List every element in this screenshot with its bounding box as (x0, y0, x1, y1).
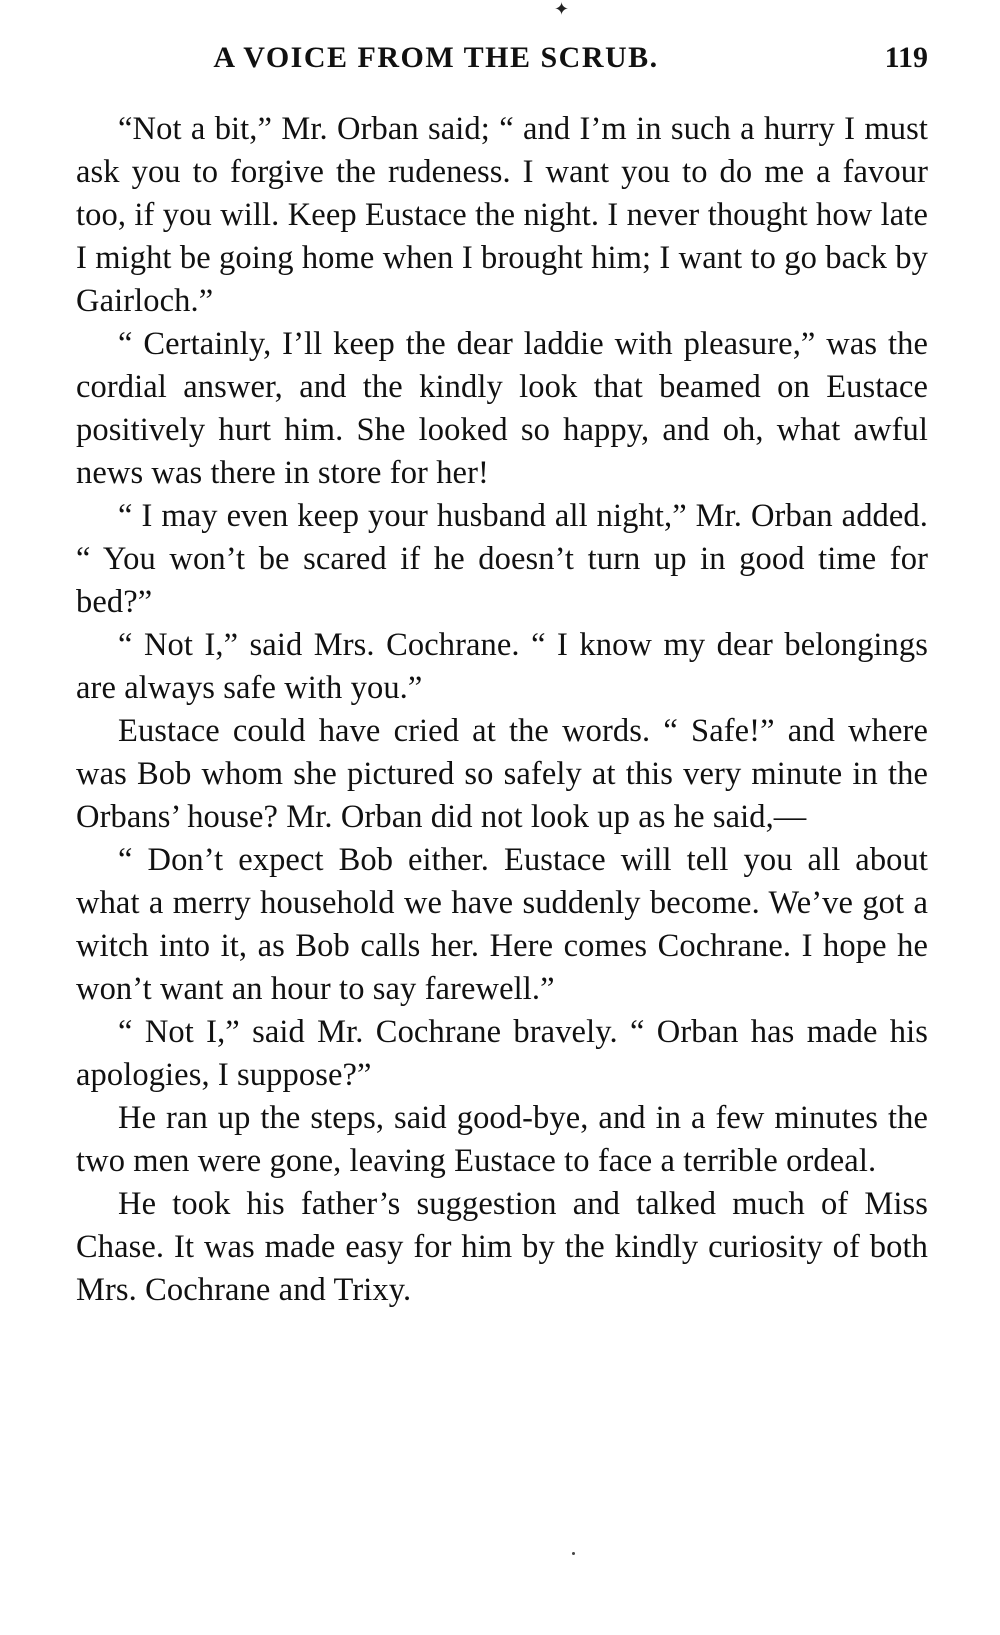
page-number: 119 (884, 41, 928, 74)
printing-dot (572, 1552, 575, 1555)
paragraph: “ Certainly, I’ll keep the dear laddie with pleasure,” was the cordial answer, and the kindly look that beamed on Eustace positively hurt him. She looked so happy, and oh, what awful news was there in store for her! (76, 326, 928, 491)
running-title: A VOICE FROM THE SCRUB. (213, 41, 659, 74)
ornament-mark-icon: ✦ (554, 0, 570, 19)
body-text (76, 108, 928, 1312)
paragraph: “ Not I,” said Mr. Cochrane bravely. “ Orban has made his apologies, I suppose?” (76, 1014, 928, 1093)
paragraph: Eustace could have cried at the words. “ Safe!” and where was Bob whom she pictured so safely at this very minute in the Orbans’ house? Mr. Orban did not look up as he said,— (76, 713, 928, 835)
paragraph: He ran up the steps, said good-bye, and in a few minutes the two men were gone, leaving Eustace to face a terrible ordeal. (76, 1100, 928, 1179)
paragraph: “ I may even keep your husband all night,” Mr. Orban added. “ You won’t be scared if he doesn’t turn up in good time for bed?” (76, 498, 928, 620)
paragraph: “ Don’t expect Bob either. Eustace will tell you all about what a merry household we have suddenly become. We’ve got a witch into it, as Bob calls her. Here comes Cochrane. I hope he won’t want an hour to say farewell.” (76, 842, 928, 1007)
paragraph: “ Not I,” said Mrs. Cochrane. “ I know my dear belongings are always safe with you.” (76, 627, 928, 706)
paragraph: He took his father’s suggestion and talked much of Miss Chase. It was made easy for him by the kindly curiosity of both Mrs. Cochrane and Trixy. (76, 1186, 928, 1308)
paragraph: “Not a bit,” Mr. Orban said; “ and I’m in such a hurry I must ask you to forgive the rudeness. I want you to do me a favour too, if you will. Keep Eustace the night. I never thought how late I might be going home when I brought him; I want to go back by Gairloch.” (76, 111, 928, 319)
running-head (76, 38, 928, 78)
